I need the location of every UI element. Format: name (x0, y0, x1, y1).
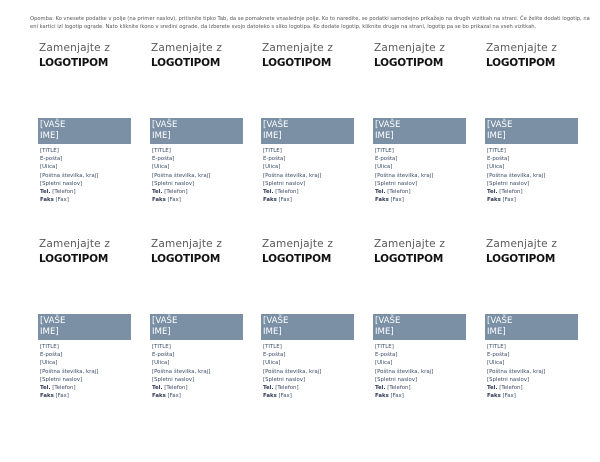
logo-text-line1: Zamenjajte z (374, 238, 446, 250)
name-line2: IME] (487, 131, 506, 141)
phone-label: Tel. (40, 189, 51, 196)
title-field[interactable]: [TITLE] (487, 344, 506, 350)
fax-label: Faks (40, 393, 54, 400)
logo-text-line2: LOGOTIPOM (262, 253, 332, 265)
phone-label: Tel. (263, 189, 274, 196)
phone-row (375, 188, 470, 196)
fax-field[interactable]: [Fax] (502, 393, 516, 400)
logo-text-line1: Zamenjajte z (262, 238, 334, 250)
logo-text-line1: Zamenjajte z (486, 42, 558, 54)
fax-label: Faks (152, 197, 166, 204)
fax-field[interactable]: [Fax] (502, 197, 516, 204)
website-field[interactable]: [Spletni naslov] (263, 180, 306, 187)
business-card[interactable] (29, 238, 129, 428)
fax-row (263, 392, 358, 400)
logo-text-line2: LOGOTIPOM (486, 253, 556, 265)
name-line2: IME] (263, 327, 282, 337)
logo-placeholder[interactable] (151, 42, 222, 69)
email-field[interactable]: E-pošta] (263, 352, 286, 359)
phone-row (40, 384, 135, 392)
street-field[interactable]: [Ulica] (152, 360, 170, 367)
contact-info (375, 147, 470, 204)
business-card[interactable] (141, 42, 241, 232)
name-line2: IME] (263, 131, 282, 141)
fax-row (40, 196, 135, 204)
postal-field[interactable]: [Poštna številka, kraj] (152, 368, 211, 375)
fax-label: Faks (375, 393, 389, 400)
phone-row (375, 384, 470, 392)
phone-field[interactable]: [Telefon] (499, 385, 523, 392)
logo-text-line2: LOGOTIPOM (374, 253, 444, 265)
fax-field[interactable]: [Fax] (55, 393, 69, 400)
phone-field[interactable]: [Telefon] (499, 189, 523, 196)
name-line1: [VAŠE (263, 316, 289, 326)
name-field[interactable] (150, 118, 243, 144)
contact-info (40, 147, 135, 204)
website-field[interactable]: [Spletni naslov] (152, 180, 195, 187)
name-field[interactable] (261, 314, 354, 340)
website-field[interactable]: [Spletni naslov] (263, 376, 306, 383)
business-card[interactable] (252, 42, 352, 232)
contact-info (263, 343, 358, 400)
phone-label: Tel. (375, 385, 386, 392)
phone-label: Tel. (487, 385, 498, 392)
title-field[interactable]: [TITLE] (375, 148, 394, 154)
phone-row (40, 188, 135, 196)
fax-row (487, 392, 582, 400)
logo-text-line2: LOGOTIPOM (39, 253, 109, 265)
name-field[interactable] (38, 118, 131, 144)
name-line1: [VAŠE (375, 316, 401, 326)
business-card[interactable] (141, 238, 241, 428)
logo-text-line2: LOGOTIPOM (262, 57, 332, 69)
logo-placeholder[interactable] (39, 238, 110, 265)
name-field[interactable] (150, 314, 243, 340)
title-field[interactable]: [TITLE] (40, 344, 59, 350)
fax-field[interactable]: [Fax] (390, 197, 404, 204)
name-line2: IME] (375, 131, 394, 141)
name-line1: [VAŠE (263, 120, 289, 130)
email-field[interactable]: E-pošta] (487, 352, 510, 359)
name-field[interactable] (373, 314, 466, 340)
name-line2: IME] (375, 327, 394, 337)
name-field[interactable] (261, 118, 354, 144)
business-card[interactable] (476, 42, 576, 232)
fax-row (375, 196, 470, 204)
name-field[interactable] (485, 314, 578, 340)
title-field[interactable]: [TITLE] (152, 344, 171, 350)
email-field[interactable]: E-pošta] (40, 352, 63, 359)
fax-row (263, 196, 358, 204)
business-card[interactable] (476, 238, 576, 428)
phone-row (152, 188, 247, 196)
street-field[interactable]: [Ulica] (263, 164, 281, 171)
name-line1: [VAŠE (152, 120, 178, 130)
street-field[interactable]: [Ulica] (487, 164, 505, 171)
contact-info (152, 343, 247, 400)
postal-field[interactable]: [Poštna številka, kraj] (375, 172, 434, 179)
postal-field[interactable]: [Poštna številka, kraj] (40, 368, 99, 375)
name-field[interactable] (38, 314, 131, 340)
phone-field[interactable]: [Telefon] (275, 385, 299, 392)
postal-field[interactable]: [Poštna številka, kraj] (263, 368, 322, 375)
contact-info (152, 147, 247, 204)
logo-text-line2: LOGOTIPOM (374, 57, 444, 69)
phone-field[interactable]: [Telefon] (275, 189, 299, 196)
logo-text-line2: LOGOTIPOM (39, 57, 109, 69)
name-line2: IME] (152, 131, 171, 141)
fax-label: Faks (487, 393, 501, 400)
email-field[interactable]: E-pošta] (375, 352, 398, 359)
website-field[interactable]: [Spletni naslov] (40, 376, 83, 383)
logo-placeholder[interactable] (39, 42, 110, 69)
website-field[interactable]: [Spletni naslov] (375, 376, 418, 383)
phone-label: Tel. (40, 385, 51, 392)
logo-text-line1: Zamenjajte z (39, 42, 111, 54)
contact-info (487, 343, 582, 400)
postal-field[interactable]: [Poštna številka, kraj] (487, 172, 546, 179)
title-field[interactable]: [TITLE] (375, 344, 394, 350)
website-field[interactable]: [Spletni naslov] (487, 180, 530, 187)
postal-field[interactable]: [Poštna številka, kraj] (487, 368, 546, 375)
phone-row (487, 188, 582, 196)
logo-placeholder[interactable] (262, 238, 333, 265)
contact-info (375, 343, 470, 400)
phone-field[interactable]: [Telefon] (164, 189, 188, 196)
name-line1: [VAŠE (487, 120, 513, 130)
contact-info (40, 343, 135, 400)
fax-row (40, 392, 135, 400)
logo-placeholder[interactable] (262, 42, 333, 69)
title-field[interactable]: [TITLE] (487, 148, 506, 154)
email-field[interactable]: E-pošta] (152, 352, 175, 359)
street-field[interactable]: [Ulica] (487, 360, 505, 367)
phone-field[interactable]: [Telefon] (52, 189, 76, 196)
fax-row (487, 196, 582, 204)
logo-text-line1: Zamenjajte z (151, 238, 223, 250)
logo-text-line1: Zamenjajte z (151, 42, 223, 54)
logo-text-line2: LOGOTIPOM (151, 253, 221, 265)
phone-row (263, 384, 358, 392)
fax-field[interactable]: [Fax] (278, 393, 292, 400)
phone-field[interactable]: [Telefon] (387, 385, 411, 392)
fax-field[interactable]: [Fax] (167, 393, 181, 400)
title-field[interactable]: [TITLE] (40, 148, 59, 154)
website-field[interactable]: [Spletni naslov] (40, 180, 83, 187)
street-field[interactable]: [Ulica] (375, 360, 393, 367)
business-card[interactable] (364, 42, 464, 232)
phone-label: Tel. (152, 189, 163, 196)
name-line1: [VAŠE (487, 316, 513, 326)
email-field[interactable]: E-pošta] (487, 156, 510, 163)
fax-label: Faks (375, 197, 389, 204)
logo-placeholder[interactable] (374, 238, 445, 265)
email-field[interactable]: E-pošta] (40, 156, 63, 163)
website-field[interactable]: [Spletni naslov] (487, 376, 530, 383)
logo-text-line1: Zamenjajte z (39, 238, 111, 250)
street-field[interactable]: [Ulica] (263, 360, 281, 367)
street-field[interactable]: [Ulica] (152, 164, 170, 171)
fax-label: Faks (40, 197, 54, 204)
logo-text-line2: LOGOTIPOM (486, 57, 556, 69)
phone-label: Tel. (375, 189, 386, 196)
contact-info (487, 147, 582, 204)
phone-row (263, 188, 358, 196)
email-field[interactable]: E-pošta] (375, 156, 398, 163)
business-card[interactable] (364, 238, 464, 428)
fax-label: Faks (487, 197, 501, 204)
postal-field[interactable]: [Poštna številka, kraj] (40, 172, 99, 179)
instructions-note: Opomba: Ko vnesete podatke v polje (na primer naslov), pritisnite tipko Tab, da se pomaknete vnaslednje polje. Ko to naredite, se podatki samodejno prikažejo na drugih vizitkah na strani. Če želite dodati logotip, na eni kartici izl logotip ograde. Nato kliknite ikono v sredini ograde, da izberete svojo datoteko s sliko logotipa. Ko dodate logotip, kliknite drugje na strani, logotip pa se bo prikazal na vseh vizitkah. (30, 16, 590, 30)
fax-label: Faks (263, 197, 277, 204)
postal-field[interactable]: [Poštna številka, kraj] (152, 172, 211, 179)
name-line2: IME] (40, 327, 59, 337)
fax-row (375, 392, 470, 400)
title-field[interactable]: [TITLE] (152, 148, 171, 154)
fax-row (152, 196, 247, 204)
name-line1: [VAŠE (375, 120, 401, 130)
logo-placeholder[interactable] (486, 238, 557, 265)
logo-placeholder[interactable] (486, 42, 557, 69)
phone-label: Tel. (152, 385, 163, 392)
email-field[interactable]: E-pošta] (263, 156, 286, 163)
phone-row (487, 384, 582, 392)
postal-field[interactable]: [Poštna številka, kraj] (263, 172, 322, 179)
title-field[interactable]: [TITLE] (263, 148, 282, 154)
fax-label: Faks (152, 393, 166, 400)
website-field[interactable]: [Spletni naslov] (375, 180, 418, 187)
website-field[interactable]: [Spletni naslov] (152, 376, 195, 383)
fax-field[interactable]: [Fax] (278, 197, 292, 204)
logo-placeholder[interactable] (151, 238, 222, 265)
phone-label: Tel. (487, 189, 498, 196)
fax-field[interactable]: [Fax] (390, 393, 404, 400)
name-line2: IME] (152, 327, 171, 337)
fax-label: Faks (263, 393, 277, 400)
logo-placeholder[interactable] (374, 42, 445, 69)
fax-field[interactable]: [Fax] (167, 197, 181, 204)
logo-text-line2: LOGOTIPOM (151, 57, 221, 69)
name-line2: IME] (487, 327, 506, 337)
business-card[interactable] (29, 42, 129, 232)
postal-field[interactable]: [Poštna številka, kraj] (375, 368, 434, 375)
phone-row (152, 384, 247, 392)
phone-field[interactable]: [Telefon] (52, 385, 76, 392)
name-field[interactable] (485, 118, 578, 144)
contact-info (263, 147, 358, 204)
street-field[interactable]: [Ulica] (375, 164, 393, 171)
title-field[interactable]: [TITLE] (263, 344, 282, 350)
name-line1: [VAŠE (40, 120, 66, 130)
name-line2: IME] (40, 131, 59, 141)
street-field[interactable]: [Ulica] (40, 360, 58, 367)
logo-text-line1: Zamenjajte z (374, 42, 446, 54)
email-field[interactable]: E-pošta] (152, 156, 175, 163)
phone-label: Tel. (263, 385, 274, 392)
phone-field[interactable]: [Telefon] (164, 385, 188, 392)
logo-text-line1: Zamenjajte z (486, 238, 558, 250)
phone-field[interactable]: [Telefon] (387, 189, 411, 196)
street-field[interactable]: [Ulica] (40, 164, 58, 171)
logo-text-line1: Zamenjajte z (262, 42, 334, 54)
name-field[interactable] (373, 118, 466, 144)
name-line1: [VAŠE (152, 316, 178, 326)
fax-row (152, 392, 247, 400)
business-card[interactable] (252, 238, 352, 428)
fax-field[interactable]: [Fax] (55, 197, 69, 204)
name-line1: [VAŠE (40, 316, 66, 326)
